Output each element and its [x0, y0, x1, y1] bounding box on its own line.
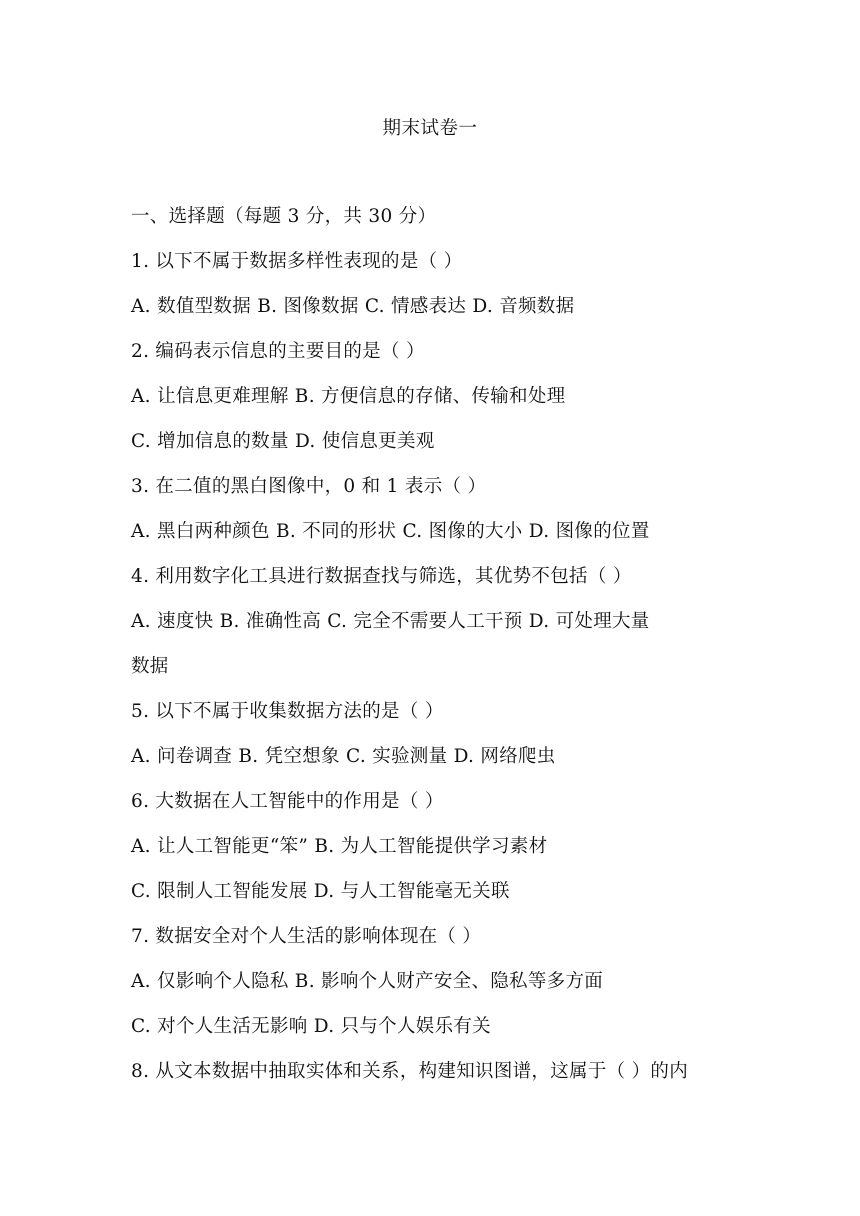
question-6-options-cd: C. 限制人工智能发展 D. 与人工智能毫无关联: [131, 881, 510, 902]
question-1-options: A. 数值型数据 B. 图像数据 C. 情感表达 D. 音频数据: [131, 296, 575, 317]
section-heading: 一、选择题（每题 3 分，共 30 分）: [131, 206, 437, 227]
question-body: [131, 203, 751, 1103]
question-7: 7. 数据安全对个人生活的影响体现在（ ）: [131, 926, 482, 947]
question-7-options-ab: A. 仅影响个人隐私 B. 影响个人财产安全、隐私等多方面: [131, 971, 604, 992]
question-2-options-ab: A. 让信息更难理解 B. 方便信息的存储、传输和处理: [131, 386, 566, 407]
question-8: 8. 从文本数据中抽取实体和关系，构建知识图谱，这属于（ ）的内: [131, 1061, 689, 1082]
question-5-options: A. 问卷调查 B. 凭空想象 C. 实验测量 D. 网络爬虫: [131, 746, 556, 767]
document-title: 期末试卷一: [382, 118, 478, 139]
question-4: 4. 利用数字化工具进行数据查找与筛选，其优势不包括（ ）: [131, 566, 632, 587]
question-3: 3. 在二值的黑白图像中，0 和 1 表示（ ）: [131, 476, 487, 497]
question-6-options-ab: A. 让人工智能更“笨” B. 为人工智能提供学习素材: [131, 836, 548, 857]
question-2-options-cd: C. 增加信息的数量 D. 使信息更美观: [131, 431, 435, 452]
question-2: 2. 编码表示信息的主要目的是（ ）: [131, 341, 425, 362]
question-4-options: A. 速度快 B. 准确性高 C. 完全不需要人工干预 D. 可处理大量: [131, 611, 650, 632]
question-1: 1. 以下不属于数据多样性表现的是（ ）: [131, 251, 463, 272]
question-3-options: A. 黑白两种颜色 B. 不同的形状 C. 图像的大小 D. 图像的位置: [131, 521, 650, 542]
question-5: 5. 以下不属于收集数据方法的是（ ）: [131, 701, 444, 722]
question-4-options-wrap: 数据: [131, 656, 169, 677]
question-6: 6. 大数据在人工智能中的作用是（ ）: [131, 791, 444, 812]
question-7-options-cd: C. 对个人生活无影响 D. 只与个人娱乐有关: [131, 1016, 491, 1037]
